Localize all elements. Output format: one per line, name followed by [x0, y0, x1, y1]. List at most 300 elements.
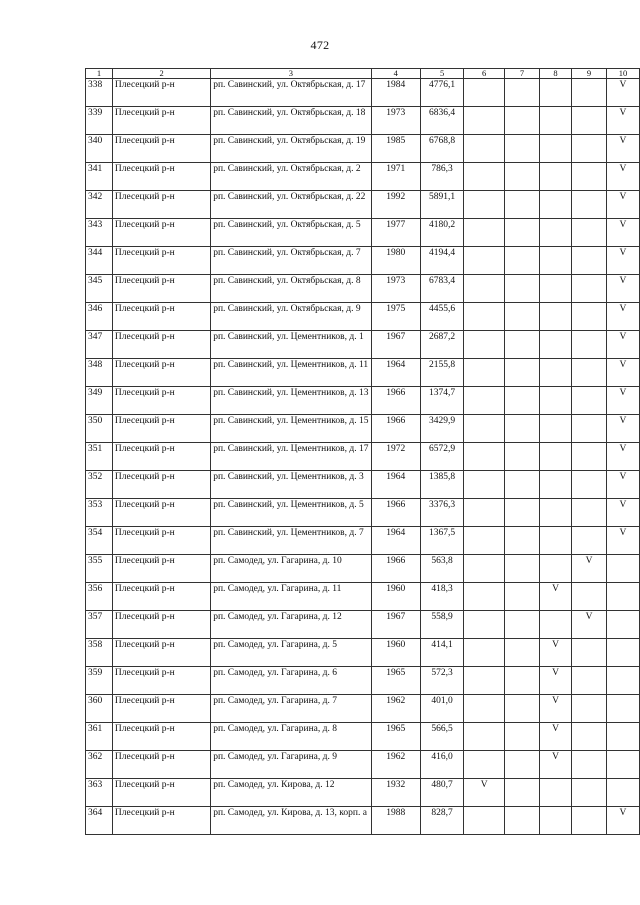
year-cell: 1966: [371, 387, 420, 415]
mark-cell-col6: [464, 611, 505, 639]
year-cell: 1965: [371, 723, 420, 751]
address-cell: рп. Савинский, ул. Цементников, д. 3: [211, 471, 371, 499]
address-cell: рп. Савинский, ул. Октябрьская, д. 22: [211, 191, 371, 219]
mark-cell-col10: V: [606, 163, 639, 191]
mark-cell-col10: V: [606, 387, 639, 415]
row-number-cell: 360: [86, 695, 113, 723]
address-cell: рп. Савинский, ул. Октябрьская, д. 5: [211, 219, 371, 247]
district-cell: Плесецкий р-н: [112, 79, 210, 107]
mark-cell-col9: [572, 79, 607, 107]
mark-cell-col7: [505, 499, 540, 527]
mark-cell-col8: V: [539, 639, 571, 667]
column-header: 8: [539, 69, 571, 79]
district-cell: Плесецкий р-н: [112, 779, 210, 807]
row-number-cell: 342: [86, 191, 113, 219]
mark-cell-col8: [539, 163, 571, 191]
mark-cell-col9: [572, 415, 607, 443]
mark-cell-col6: [464, 443, 505, 471]
year-cell: 1967: [371, 611, 420, 639]
mark-cell-col7: [505, 359, 540, 387]
mark-cell-col8: [539, 79, 571, 107]
mark-cell-col6: [464, 527, 505, 555]
year-cell: 1984: [371, 79, 420, 107]
address-cell: рп. Савинский, ул. Цементников, д. 15: [211, 415, 371, 443]
mark-cell-col9: [572, 107, 607, 135]
mark-cell-col7: [505, 107, 540, 135]
mark-cell-col8: [539, 359, 571, 387]
district-cell: Плесецкий р-н: [112, 359, 210, 387]
mark-cell-col10: [606, 779, 639, 807]
mark-cell-col7: [505, 247, 540, 275]
mark-cell-col10: V: [606, 191, 639, 219]
year-cell: 1992: [371, 191, 420, 219]
mark-cell-col6: [464, 723, 505, 751]
mark-cell-col10: V: [606, 471, 639, 499]
mark-cell-col9: [572, 471, 607, 499]
area-cell: 414,1: [420, 639, 463, 667]
mark-cell-col8: V: [539, 695, 571, 723]
year-cell: 1973: [371, 107, 420, 135]
mark-cell-col8: [539, 807, 571, 835]
district-cell: Плесецкий р-н: [112, 611, 210, 639]
year-cell: 1960: [371, 639, 420, 667]
column-header: 7: [505, 69, 540, 79]
area-cell: 566,5: [420, 723, 463, 751]
mark-cell-col7: [505, 723, 540, 751]
address-cell: рп. Самодед, ул. Гагарина, д. 11: [211, 583, 371, 611]
row-number-cell: 357: [86, 611, 113, 639]
table-row: [86, 723, 640, 751]
mark-cell-col10: V: [606, 415, 639, 443]
mark-cell-col7: [505, 751, 540, 779]
mark-cell-col9: [572, 247, 607, 275]
mark-cell-col9: [572, 219, 607, 247]
year-cell: 1972: [371, 443, 420, 471]
mark-cell-col6: [464, 695, 505, 723]
area-cell: 6572,9: [420, 443, 463, 471]
mark-cell-col9: [572, 639, 607, 667]
address-cell: рп. Самодед, ул. Гагарина, д. 7: [211, 695, 371, 723]
year-cell: 1975: [371, 303, 420, 331]
column-header: 6: [464, 69, 505, 79]
year-cell: 1965: [371, 667, 420, 695]
mark-cell-col9: [572, 807, 607, 835]
row-number-cell: 344: [86, 247, 113, 275]
row-number-cell: 352: [86, 471, 113, 499]
mark-cell-col10: V: [606, 303, 639, 331]
year-cell: 1988: [371, 807, 420, 835]
district-cell: Плесецкий р-н: [112, 191, 210, 219]
address-cell: рп. Самодед, ул. Гагарина, д. 9: [211, 751, 371, 779]
area-cell: 401,0: [420, 695, 463, 723]
mark-cell-col6: [464, 331, 505, 359]
district-cell: Плесецкий р-н: [112, 499, 210, 527]
mark-cell-col9: [572, 359, 607, 387]
mark-cell-col8: [539, 387, 571, 415]
district-cell: Плесецкий р-н: [112, 443, 210, 471]
mark-cell-col7: [505, 163, 540, 191]
mark-cell-col8: [539, 527, 571, 555]
table-row: [86, 359, 640, 387]
mark-cell-col6: [464, 275, 505, 303]
table-row: [86, 751, 640, 779]
mark-cell-col10: V: [606, 331, 639, 359]
address-cell: рп. Савинский, ул. Октябрьская, д. 18: [211, 107, 371, 135]
mark-cell-col6: [464, 303, 505, 331]
area-cell: 3429,9: [420, 415, 463, 443]
mark-cell-col9: [572, 275, 607, 303]
row-number-cell: 343: [86, 219, 113, 247]
mark-cell-col8: [539, 611, 571, 639]
year-cell: 1973: [371, 275, 420, 303]
area-cell: 5891,1: [420, 191, 463, 219]
district-cell: Плесецкий р-н: [112, 471, 210, 499]
mark-cell-col6: [464, 387, 505, 415]
mark-cell-col8: [539, 303, 571, 331]
mark-cell-col8: [539, 471, 571, 499]
page-number: 472: [310, 38, 330, 52]
mark-cell-col7: [505, 639, 540, 667]
address-cell: рп. Савинский, ул. Цементников, д. 1: [211, 331, 371, 359]
mark-cell-col9: [572, 667, 607, 695]
district-cell: Плесецкий р-н: [112, 275, 210, 303]
column-header: 10: [606, 69, 639, 79]
mark-cell-col10: V: [606, 79, 639, 107]
district-cell: Плесецкий р-н: [112, 695, 210, 723]
mark-cell-col9: [572, 387, 607, 415]
table-row: [86, 107, 640, 135]
row-number-cell: 340: [86, 135, 113, 163]
district-cell: Плесецкий р-н: [112, 555, 210, 583]
area-cell: 3376,3: [420, 499, 463, 527]
mark-cell-col7: [505, 219, 540, 247]
mark-cell-col6: [464, 751, 505, 779]
mark-cell-col8: [539, 191, 571, 219]
area-cell: 828,7: [420, 807, 463, 835]
mark-cell-col10: [606, 555, 639, 583]
column-header: 1: [86, 69, 113, 79]
row-number-cell: 341: [86, 163, 113, 191]
mark-cell-col8: [539, 135, 571, 163]
mark-cell-col8: [539, 443, 571, 471]
district-cell: Плесецкий р-н: [112, 639, 210, 667]
address-cell: рп. Самодед, ул. Гагарина, д. 5: [211, 639, 371, 667]
table-row: [86, 275, 640, 303]
area-cell: 4180,2: [420, 219, 463, 247]
table-row: [86, 135, 640, 163]
address-cell: рп. Самодед, ул. Гагарина, д. 6: [211, 667, 371, 695]
mark-cell-col7: [505, 331, 540, 359]
mark-cell-col10: V: [606, 499, 639, 527]
year-cell: 1967: [371, 331, 420, 359]
mark-cell-col8: [539, 779, 571, 807]
row-number-cell: 345: [86, 275, 113, 303]
mark-cell-col6: [464, 499, 505, 527]
table-row: [86, 667, 640, 695]
row-number-cell: 361: [86, 723, 113, 751]
area-cell: 1367,5: [420, 527, 463, 555]
district-cell: Плесецкий р-н: [112, 331, 210, 359]
row-number-cell: 348: [86, 359, 113, 387]
district-cell: Плесецкий р-н: [112, 303, 210, 331]
area-cell: 480,7: [420, 779, 463, 807]
row-number-cell: 349: [86, 387, 113, 415]
mark-cell-col7: [505, 583, 540, 611]
row-number-cell: 353: [86, 499, 113, 527]
area-cell: 563,8: [420, 555, 463, 583]
address-cell: рп. Самодед, ул. Кирова, д. 12: [211, 779, 371, 807]
mark-cell-col9: [572, 163, 607, 191]
mark-cell-col9: [572, 779, 607, 807]
table-row: [86, 443, 640, 471]
area-cell: 4455,6: [420, 303, 463, 331]
area-cell: 6768,8: [420, 135, 463, 163]
address-cell: рп. Самодед, ул. Гагарина, д. 12: [211, 611, 371, 639]
mark-cell-col6: [464, 471, 505, 499]
mark-cell-col8: [539, 499, 571, 527]
mark-cell-col10: V: [606, 807, 639, 835]
year-cell: 1971: [371, 163, 420, 191]
row-number-cell: 364: [86, 807, 113, 835]
table-header-row: [86, 69, 640, 79]
district-cell: Плесецкий р-н: [112, 247, 210, 275]
mark-cell-col7: [505, 611, 540, 639]
table-row: [86, 695, 640, 723]
mark-cell-col7: [505, 387, 540, 415]
table-row: [86, 583, 640, 611]
year-cell: 1977: [371, 219, 420, 247]
mark-cell-col8: [539, 247, 571, 275]
mark-cell-col8: [539, 555, 571, 583]
address-cell: рп. Савинский, ул. Цементников, д. 5: [211, 499, 371, 527]
mark-cell-col7: [505, 527, 540, 555]
mark-cell-col9: [572, 583, 607, 611]
mark-cell-col6: [464, 555, 505, 583]
mark-cell-col10: V: [606, 527, 639, 555]
column-header: 9: [572, 69, 607, 79]
mark-cell-col6: [464, 107, 505, 135]
area-cell: 6836,4: [420, 107, 463, 135]
mark-cell-col6: V: [464, 779, 505, 807]
address-cell: рп. Савинский, ул. Октябрьская, д. 17: [211, 79, 371, 107]
mark-cell-col7: [505, 555, 540, 583]
table-row: [86, 191, 640, 219]
row-number-cell: 362: [86, 751, 113, 779]
mark-cell-col9: V: [572, 555, 607, 583]
year-cell: 1962: [371, 751, 420, 779]
area-cell: 2155,8: [420, 359, 463, 387]
mark-cell-col7: [505, 779, 540, 807]
mark-cell-col9: [572, 191, 607, 219]
mark-cell-col8: V: [539, 723, 571, 751]
mark-cell-col10: [606, 639, 639, 667]
year-cell: 1964: [371, 471, 420, 499]
mark-cell-col7: [505, 807, 540, 835]
row-number-cell: 346: [86, 303, 113, 331]
district-cell: Плесецкий р-н: [112, 387, 210, 415]
row-number-cell: 354: [86, 527, 113, 555]
mark-cell-col9: [572, 443, 607, 471]
area-cell: 786,3: [420, 163, 463, 191]
mark-cell-col10: V: [606, 359, 639, 387]
table-row: [86, 779, 640, 807]
mark-cell-col7: [505, 303, 540, 331]
area-cell: 4776,1: [420, 79, 463, 107]
year-cell: 1980: [371, 247, 420, 275]
mark-cell-col9: [572, 695, 607, 723]
table-row: [86, 807, 640, 835]
area-cell: 6783,4: [420, 275, 463, 303]
district-cell: Плесецкий р-н: [112, 107, 210, 135]
mark-cell-col8: [539, 219, 571, 247]
mark-cell-col7: [505, 695, 540, 723]
mark-cell-col10: V: [606, 107, 639, 135]
row-number-cell: 339: [86, 107, 113, 135]
mark-cell-col8: [539, 415, 571, 443]
address-cell: рп. Савинский, ул. Октябрьская, д. 19: [211, 135, 371, 163]
address-cell: рп. Савинский, ул. Октябрьская, д. 8: [211, 275, 371, 303]
table-row: [86, 527, 640, 555]
row-number-cell: 359: [86, 667, 113, 695]
mark-cell-col10: [606, 723, 639, 751]
mark-cell-col10: [606, 583, 639, 611]
mark-cell-col7: [505, 471, 540, 499]
mark-cell-col7: [505, 415, 540, 443]
row-number-cell: 363: [86, 779, 113, 807]
row-number-cell: 351: [86, 443, 113, 471]
mark-cell-col9: [572, 331, 607, 359]
address-cell: рп. Савинский, ул. Октябрьская, д. 9: [211, 303, 371, 331]
mark-cell-col6: [464, 583, 505, 611]
address-cell: рп. Савинский, ул. Октябрьская, д. 2: [211, 163, 371, 191]
mark-cell-col8: [539, 331, 571, 359]
row-number-cell: 355: [86, 555, 113, 583]
address-cell: рп. Савинский, ул. Октябрьская, д. 7: [211, 247, 371, 275]
address-cell: рп. Савинский, ул. Цементников, д. 11: [211, 359, 371, 387]
year-cell: 1962: [371, 695, 420, 723]
table-row: [86, 303, 640, 331]
address-cell: рп. Самодед, ул. Гагарина, д. 8: [211, 723, 371, 751]
table-row: [86, 219, 640, 247]
year-cell: 1966: [371, 555, 420, 583]
area-cell: 2687,2: [420, 331, 463, 359]
housing-registry-table: [85, 68, 640, 835]
area-cell: 418,3: [420, 583, 463, 611]
table-row: [86, 499, 640, 527]
mark-cell-col6: [464, 667, 505, 695]
district-cell: Плесецкий р-н: [112, 807, 210, 835]
mark-cell-col9: [572, 303, 607, 331]
column-header: 4: [371, 69, 420, 79]
mark-cell-col10: [606, 667, 639, 695]
table-row: [86, 415, 640, 443]
address-cell: рп. Самодед, ул. Гагарина, д. 10: [211, 555, 371, 583]
mark-cell-col8: [539, 107, 571, 135]
table-row: [86, 163, 640, 191]
mark-cell-col9: [572, 527, 607, 555]
district-cell: Плесецкий р-н: [112, 527, 210, 555]
district-cell: Плесецкий р-н: [112, 135, 210, 163]
mark-cell-col9: V: [572, 611, 607, 639]
area-cell: 416,0: [420, 751, 463, 779]
mark-cell-col9: [572, 723, 607, 751]
mark-cell-col10: [606, 751, 639, 779]
year-cell: 1966: [371, 415, 420, 443]
mark-cell-col7: [505, 191, 540, 219]
row-number-cell: 350: [86, 415, 113, 443]
column-header: 2: [112, 69, 210, 79]
column-header: 3: [211, 69, 371, 79]
mark-cell-col7: [505, 443, 540, 471]
table-row: [86, 611, 640, 639]
mark-cell-col6: [464, 807, 505, 835]
mark-cell-col9: [572, 499, 607, 527]
column-header: 5: [420, 69, 463, 79]
address-cell: рп. Самодед, ул. Кирова, д. 13, корп. а: [211, 807, 371, 835]
row-number-cell: 338: [86, 79, 113, 107]
area-cell: 1385,8: [420, 471, 463, 499]
area-cell: 572,3: [420, 667, 463, 695]
address-cell: рп. Савинский, ул. Цементников, д. 13: [211, 387, 371, 415]
mark-cell-col8: V: [539, 583, 571, 611]
mark-cell-col6: [464, 163, 505, 191]
address-cell: рп. Савинский, ул. Цементников, д. 17: [211, 443, 371, 471]
mark-cell-col10: V: [606, 219, 639, 247]
mark-cell-col6: [464, 639, 505, 667]
mark-cell-col6: [464, 247, 505, 275]
area-cell: 1374,7: [420, 387, 463, 415]
table-row: [86, 79, 640, 107]
mark-cell-col6: [464, 135, 505, 163]
table-row: [86, 387, 640, 415]
mark-cell-col6: [464, 79, 505, 107]
area-cell: 558,9: [420, 611, 463, 639]
table-row: [86, 331, 640, 359]
mark-cell-col10: V: [606, 135, 639, 163]
area-cell: 4194,4: [420, 247, 463, 275]
year-cell: 1964: [371, 359, 420, 387]
mark-cell-col10: V: [606, 443, 639, 471]
district-cell: Плесецкий р-н: [112, 723, 210, 751]
row-number-cell: 358: [86, 639, 113, 667]
row-number-cell: 356: [86, 583, 113, 611]
mark-cell-col7: [505, 667, 540, 695]
row-number-cell: 347: [86, 331, 113, 359]
mark-cell-col9: [572, 751, 607, 779]
mark-cell-col7: [505, 275, 540, 303]
mark-cell-col8: [539, 275, 571, 303]
year-cell: 1966: [371, 499, 420, 527]
table-row: [86, 471, 640, 499]
mark-cell-col6: [464, 191, 505, 219]
mark-cell-col8: V: [539, 751, 571, 779]
district-cell: Плесецкий р-н: [112, 163, 210, 191]
mark-cell-col10: [606, 611, 639, 639]
table-row: [86, 247, 640, 275]
table-row: [86, 555, 640, 583]
mark-cell-col7: [505, 79, 540, 107]
mark-cell-col7: [505, 135, 540, 163]
mark-cell-col10: V: [606, 275, 639, 303]
year-cell: 1964: [371, 527, 420, 555]
district-cell: Плесецкий р-н: [112, 583, 210, 611]
address-cell: рп. Савинский, ул. Цементников, д. 7: [211, 527, 371, 555]
year-cell: 1960: [371, 583, 420, 611]
mark-cell-col6: [464, 415, 505, 443]
mark-cell-col9: [572, 135, 607, 163]
table-row: [86, 639, 640, 667]
district-cell: Плесецкий р-н: [112, 219, 210, 247]
